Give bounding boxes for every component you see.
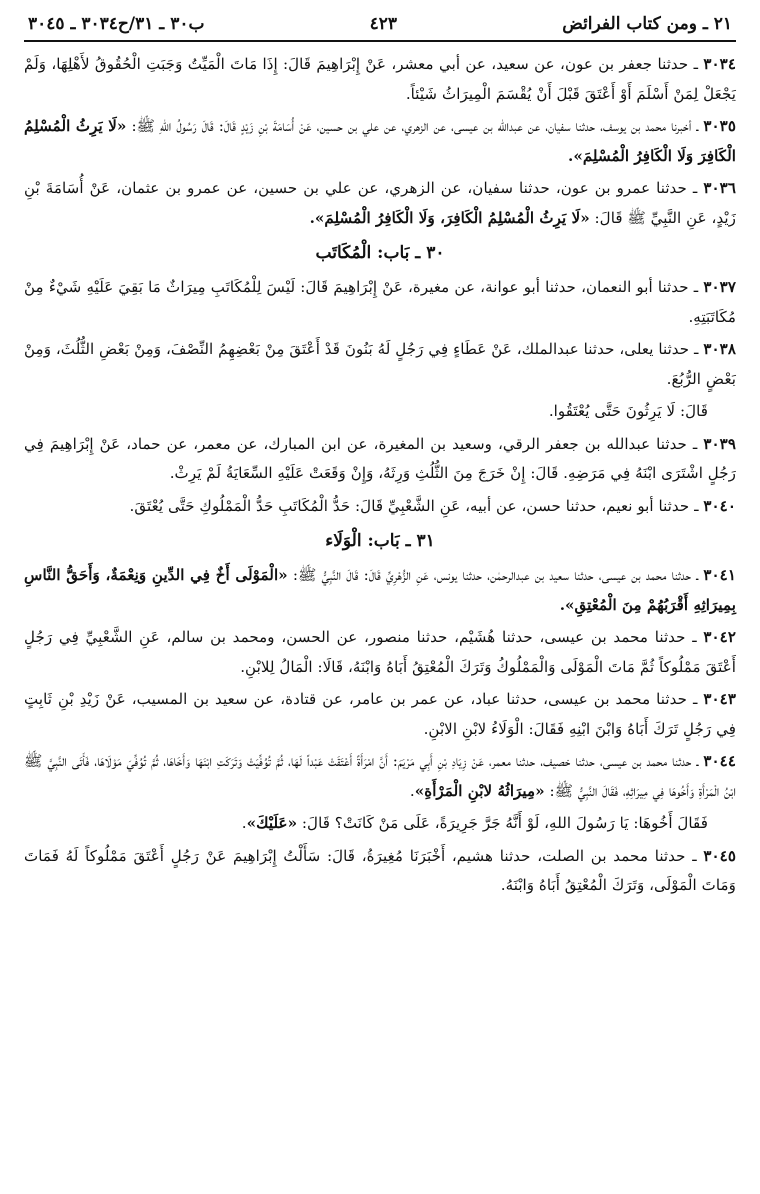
hadith-number: ٣٠٤٤ [703, 752, 736, 770]
prophetic-quote: «مِيرَاثُهُ لابْنِ الْمَرْأَةِ» [414, 781, 545, 800]
hadith-text: ـ حدثنا أبو النعمان، حدثنا أبو عوانة، عن مغيرة، عَنْ إِبْرَاهِيمَ قَالَ: لَيْسَ لِلْمُكَاتَبِ مِيرَاثٌ مَا بَقِيَ عَلَيْهِ شَيْءٌ مِنْ مُكَاتَبَتِهِ. [24, 278, 736, 326]
hadith-3044 [24, 747, 736, 806]
hadith-3037 [24, 273, 736, 332]
hadith-3041 [24, 561, 736, 620]
hadith-text: ـ حدثنا جعفر بن عون، عن سعيد، عن أبي معشر، عَنْ إِبْرَاهِيمَ قَالَ: إِذَا مَاتَ الْمَيِّتُ وَجَبَتِ الْحُقُوقُ لأَهْلِهَا، وَلَمْ يَجْعَلْ لِمَنْ أَسْلَمَ أَوْ أَعْتَقَ قَبْلَ أَنْ يُقْسَمَ الْمِيرَاثُ شَيْئاً. [24, 55, 736, 103]
hadith-3035 [24, 112, 736, 171]
hadith-number: ٣٠٤٢ [703, 628, 736, 646]
hadith-text: ـ حدثنا يعلى، حدثنا عبدالملك، عَنْ عَطَاءٍ فِي رَجُلٍ لَهُ بَنُونَ قَدْ أَعْتَقَ مِنْ بَعْضِهِمُ النِّصْفَ، وَمِنْ بَعْضِ الثُّلُثَ، وَمِنْ بَعْضٍ الرُّبُعَ. [24, 340, 736, 388]
hadith-3042 [24, 623, 736, 682]
hadith-text-tail: . [241, 814, 247, 832]
header-rule [24, 40, 736, 42]
hadith-number: ٣٠٤٣ [703, 690, 736, 708]
hadith-text: ـ حدثنا محمد بن عيسى، حدثنا عباد، عن عمر بن عامر، عن قتادة، عن سعيد بن المسيب، عَنْ زَيْدِ بْنِ ثَابِتٍ فِي رَجُلٍ تَرَكَ أَبَاهُ وَابْنَ ابْنِهِ فَقَالَ: الْوَلَاءُ لابْنِ الابْنِ. [24, 690, 736, 738]
hadith-text: ـ حدثنا عمرو بن عون، حدثنا سفيان، عن الزهري، عن علي بن حسين، عن عمرو بن عثمان، عَنْ أُسَامَةَ بْنِ زَيْدٍ، عَنِ النَّبِيِّ ﷺ قَالَ: [24, 179, 736, 227]
hadith-text: ـ حدثنا أبو نعيم، حدثنا حسن، عن أبيه، عَنِ الشَّعْبِيِّ قَالَ: حَدُّ الْمُكَاتَبِ حَدُّ الْمَمْلُوكِ حَتَّى يُعْتَقَ. [129, 496, 704, 515]
hadith-number: ٣٠٣٦ [703, 179, 736, 197]
hadith-number: ٣٠٤٥ [703, 846, 736, 865]
hadith-number: ٣٠٣٥ [703, 117, 736, 135]
hadith-text: ـ حدثنا محمد بن عيسى، حدثنا هُشَيْم، حدثنا منصور، عن الحسن، ومحمد بن سالم، عَنِ الشَّعْبِيِّ فِي رَجُلٍ أَعْتَقَ مَمْلُوكاً ثُمَّ مَاتَ الْمَوْلَى وَالْمَمْلُوكُ وَتَرَكَ الْمُعْتِقُ أَبَاهُ وَابْنَهُ، قَالَا: الْمَالُ لِلابْنِ. [24, 628, 736, 676]
hadith-3038-continuation: قَالَ: لَا يَرِثُونَ حَتَّى يُعْتَقُوا. [548, 402, 708, 420]
hadith-3039 [24, 430, 736, 489]
hadith-number: ٣٠٤١ [703, 566, 736, 584]
hadith-3045 [24, 842, 736, 901]
hadith-3036 [24, 174, 736, 233]
prophetic-quote: «عَلَيْكَ» [246, 814, 298, 832]
chapter-heading-31: ٣١ ـ بَاب: الْوَلَاء [325, 531, 435, 551]
header-hadith-range: ب٣٠ ـ ٣١/ح٣٠٣٤ ـ ٣٠٤٥ [28, 14, 205, 34]
prophetic-quote: «لَا يَرِثُ الْمُسْلِمُ الْكَافِرَ وَلَا الْكَافِرُ الْمُسْلِمَ». [24, 117, 736, 165]
hadith-3038 [24, 335, 736, 394]
hadith-text-tail: . [409, 781, 415, 800]
hadith-3043 [24, 685, 736, 744]
hadith-number: ٣٠٣٤ [703, 55, 736, 73]
hadith-3040 [24, 492, 736, 522]
running-header [24, 14, 736, 38]
prophetic-quote: «الْمَوْلَى أَخٌ فِي الدِّينِ وَنِعْمَةٌ، وَأَحَقُّ النَّاسِ بِمِيرَاثِهِ أَقْرَبُهُمْ مِنَ الْمُعْتِقِ». [24, 566, 736, 614]
hadith-3044-continuation [24, 809, 736, 839]
hadith-number: ٣٠٤٠ [703, 496, 736, 515]
hadith-3034 [24, 50, 736, 109]
header-book-title: ٢١ ـ ومن كتاب الفرائض [562, 14, 732, 34]
hadith-number: ٣٠٣٩ [703, 434, 736, 453]
hadith-text: ـ حدثنا محمد بن عيسى، حدثنا خصيف، حدثنا معمر، عَنْ زِيَادِ بْنِ أَبِي مَرْيَمَ: أَنَّ امْرَأَةً أَعْتَقَتْ عَبْداً لَهَا، ثُمَّ تُوُفِّيَتْ وَتَرَكَتِ ابْنَهَا وَأَخَاهَا، ثُمَّ تُوُفِّيَ مَوْلَاهَا، فَأَتَى النَّبِيَّ ﷺ ابْنُ الْمَرْأَةِ وَأَخُوهَا فِي مِيرَاثِهِ، فَقَالَ النَّبِيُّ ﷺ: [24, 752, 736, 800]
prophetic-quote: «لَا يَرِثُ الْمُسْلِمُ الْكَافِرَ، وَلَا الْكَافِرُ الْمُسْلِمَ». [309, 208, 590, 227]
hadith-text: ـ حدثنا محمد بن عيسى، حدثنا سعيد بن عبدالرحمٰن، حدثنا يونس، عَنِ الزُّهْرِيِّ قَالَ: قَالَ النَّبِيُّ ﷺ: [287, 566, 704, 584]
hadith-text: ـ حدثنا محمد بن الصلت، حدثنا هشيم، أَخْبَرَنَا مُغِيرَةُ، قَالَ: سَأَلْتُ إِبْرَاهِيمَ عَنْ رَجُلٍ أَعْتَقَ مَمْلُوكاً لَهُ فَمَاتَ وَمَاتَ الْمَوْلَى، وَتَرَكَ الْمُعْتِقُ أَبَاهُ وَابْنَهُ. [24, 846, 736, 894]
hadith-text: فَقَالَ أَخُوهَا: يَا رَسُولَ اللهِ، لَوْ أَنَّهُ جَرَّ جَرِيرَةً، عَلَى مَنْ كَانَتْ؟ قَالَ: [297, 814, 708, 832]
hadith-number: ٣٠٣٨ [703, 340, 736, 358]
chapter-heading-30: ٣٠ ـ بَاب: الْمُكَاتَب [315, 243, 445, 263]
hadith-number: ٣٠٣٧ [703, 278, 736, 296]
hadith-text: ـ أخبرنا محمد بن يوسف، حدثنا سفيان، عن عبدالله بن عيسى، عن الزهري، عن علي بن حسين، عَنْ أُسَامَةَ بْنِ زَيْدٍ قَالَ: قَالَ رَسُولُ اللهِ ﷺ: [126, 117, 704, 135]
page-number: ٤٢٣ [369, 14, 398, 34]
hadith-text: ـ حدثنا عبدالله بن جعفر الرقي، وسعيد بن المغيرة، عن ابن المبارك، عن معمر، عن حماد، عَنْ إِبْرَاهِيمَ فِي رَجُلٍ اشْتَرَى ابْنَهُ فِي مَرَضِهِ. قَالَ: إِنْ خَرَجَ مِنَ الثُّلُثِ وَرِثَهُ، وَإِنْ وَقَعَتْ عَلَيْهِ السِّعَايَةُ لَمْ يَرِثْ. [24, 434, 736, 482]
